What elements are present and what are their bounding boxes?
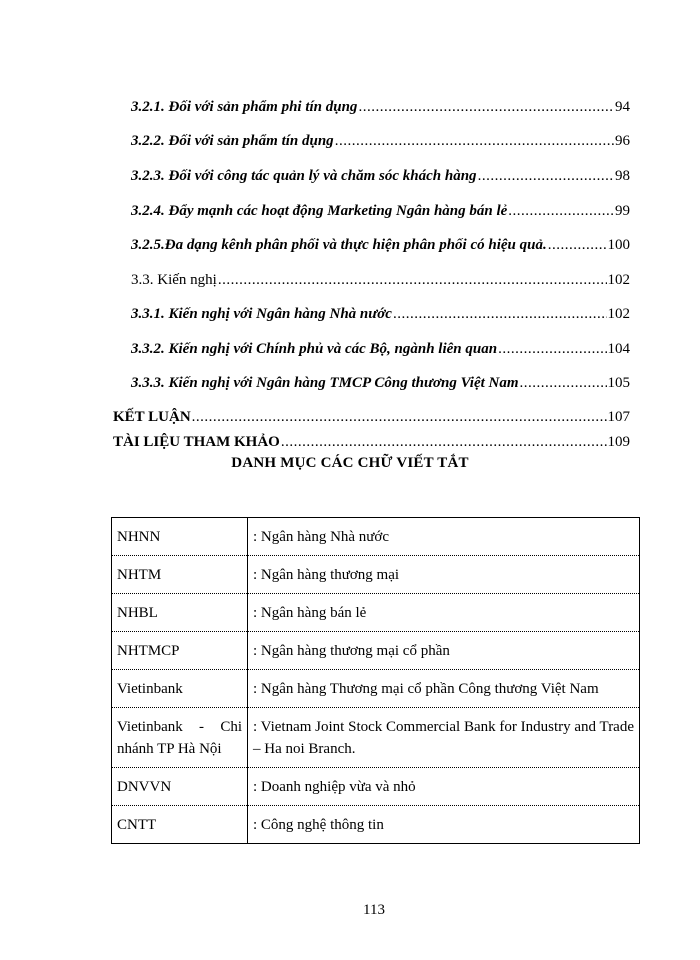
toc-entry-title: 3.3.1. Kiến nghị với Ngân hàng Nhà nước (131, 306, 392, 322)
abbreviations-table (111, 517, 640, 844)
toc-dot-leader (508, 201, 614, 221)
table-row (112, 594, 640, 632)
toc-entry-title: 3.2.2. Đối với sản phẩm tín dụng (131, 133, 334, 149)
table-row (112, 632, 640, 670)
toc-entry-page: 102 (607, 272, 630, 288)
table-row (112, 670, 640, 708)
toc-dot-leader (281, 432, 607, 452)
toc-entry-3-2-2 (131, 131, 630, 151)
toc-entry-3-2-4 (131, 201, 630, 221)
toc-dot-leader (478, 166, 614, 186)
toc-entry-page: 96 (615, 133, 630, 149)
abbr-cell: Vietinbank (112, 670, 248, 708)
abbr-cell: NHTMCP (112, 632, 248, 670)
table-row (112, 768, 640, 806)
meaning-cell: : Ngân hàng Thương mại cổ phần Công thương Việt Nam (248, 670, 640, 708)
toc-dot-leader (520, 373, 607, 393)
abbr-cell: Vietinbank - Chi nhánh TP Hà Nội (112, 708, 248, 768)
toc-dot-leader (192, 407, 607, 427)
page-number-text: 113 (363, 902, 385, 918)
toc-entry-page: 107 (607, 409, 630, 425)
toc-entry-title: 3.3. Kiến nghị (131, 272, 217, 288)
abbr-cell: DNVVN (112, 768, 248, 806)
toc-entry-page: 104 (607, 341, 630, 357)
meaning-cell: : Vietnam Joint Stock Commercial Bank for Industry and Trade – Ha noi Branch. (248, 708, 640, 768)
meaning-cell: : Ngân hàng thương mại (248, 556, 640, 594)
meaning-cell: : Ngân hàng Nhà nước (248, 518, 640, 556)
table-row (112, 806, 640, 844)
toc-entry-3-3-1 (131, 304, 630, 324)
abbr-cell: NHTM (112, 556, 248, 594)
toc-entry-title: 3.3.2. Kiến nghị với Chính phủ và các Bộ, ngành liên quan (131, 341, 498, 357)
toc-entry-page: 100 (607, 237, 630, 253)
toc-entry-page: 94 (615, 99, 630, 115)
meaning-cell: : Công nghệ thông tin (248, 806, 640, 844)
table-row (112, 556, 640, 594)
toc-entry-title: KẾT LUẬN (113, 409, 191, 425)
abbreviations-heading (0, 455, 700, 472)
abbr-cell: NHNN (112, 518, 248, 556)
toc-dot-leader (498, 339, 606, 359)
toc-entry-ket-luan (113, 407, 630, 427)
toc-entry-page: 109 (607, 434, 630, 450)
toc-entry-tai-lieu (113, 432, 630, 452)
toc-entry-3-2-1 (131, 97, 630, 117)
toc-dot-leader (548, 235, 607, 255)
toc-dot-leader (335, 131, 614, 151)
toc-entry-title: 3.2.5.Đa dạng kênh phân phối và thực hiện phân phối có hiệu quả. (131, 237, 547, 253)
toc-entry-3-3-2 (131, 339, 630, 359)
toc-dot-leader (358, 97, 614, 117)
table-row (112, 518, 640, 556)
toc-entry-3-2-3 (131, 166, 630, 186)
toc-entry-title: 3.2.3. Đối với công tác quản lý và chăm sóc khách hàng (131, 168, 477, 184)
abbreviations-heading-text: DANH MỤC CÁC CHỮ VIẾT TẮT (231, 455, 469, 471)
toc-entry-3-2-5 (131, 235, 630, 255)
toc-entry-page: 98 (615, 168, 630, 184)
toc-dot-leader (218, 270, 607, 290)
toc-entry-page: 99 (615, 203, 630, 219)
page-number (0, 902, 700, 919)
abbr-cell: NHBL (112, 594, 248, 632)
meaning-cell: : Ngân hàng bán lẻ (248, 594, 640, 632)
toc-entry-page: 105 (607, 375, 630, 391)
toc-entry-title: 3.2.1. Đối với sản phẩm phi tín dụng (131, 99, 358, 115)
meaning-cell: : Ngân hàng thương mại cổ phần (248, 632, 640, 670)
toc-entry-3-3 (131, 270, 630, 290)
toc-dot-leader (393, 304, 607, 324)
toc-entry-title: 3.3.3. Kiến nghị với Ngân hàng TMCP Công thương Việt Nam (131, 375, 519, 391)
toc-entry-page: 102 (607, 306, 630, 322)
abbr-cell: CNTT (112, 806, 248, 844)
meaning-cell: : Doanh nghiệp vừa và nhỏ (248, 768, 640, 806)
toc-entry-3-3-3 (131, 373, 630, 393)
toc-entry-title: 3.2.4. Đẩy mạnh các hoạt động Marketing Ngân hàng bán lẻ (131, 203, 508, 219)
table-row (112, 708, 640, 768)
toc-entry-title: TÀI LIỆU THAM KHẢO (113, 434, 280, 450)
